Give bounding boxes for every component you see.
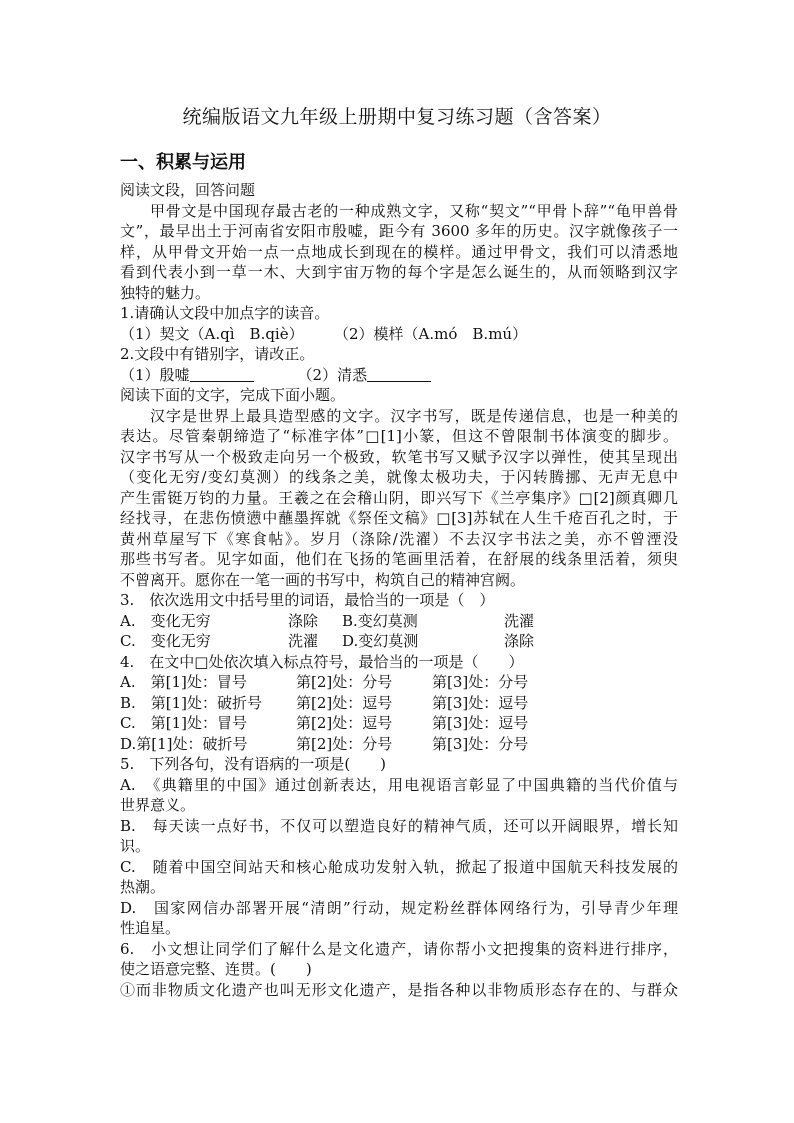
question-3-stem: 3. 依次选用文中括号里的词语，最恰当的一项是（ ） bbox=[120, 591, 495, 609]
option-a: A. 第[1]处：冒号 bbox=[120, 673, 247, 691]
option-d-word: 涤除 bbox=[504, 632, 535, 650]
question-5-line: A. 《典籍里的中国》通过创新表达，用电视语言彰显了中国典籍的当代价值与 bbox=[120, 775, 678, 794]
passage-line: 汉字是世界上最具造型感的文字。汉字书写，既是传递信息，也是一种美的 bbox=[150, 406, 678, 425]
intro-text: 阅读下面的文字，完成下面小题。 bbox=[120, 386, 346, 404]
option-d: D.变幻莫测 bbox=[342, 632, 419, 650]
passage-line: 看到代表小到一草一木、大到宇宙万物的每个字是怎么诞生的，从而领略到汉字 bbox=[120, 263, 678, 281]
question-6-line: 使之语意完整、连贯。( ) bbox=[120, 960, 312, 978]
question-5-line: C. 随着中国空间站天和核心舱成功发射入轨，掀起了报道中国航天科技发展的 bbox=[120, 857, 678, 876]
question-5-line: 世界意义。 bbox=[120, 796, 196, 814]
passage-line: 不曾离开。愿你在一笔一画的书写中，构筑自己的精神宫阙。 bbox=[120, 570, 526, 589]
passage-line: 独特的魅力。 bbox=[120, 283, 211, 302]
passage-line: 那些书写者。见字如面，他们在飞扬的笔画里活着，在舒展的线条里活着，须臾 bbox=[120, 550, 678, 568]
option-c-2: 第[2]处：逗号 bbox=[296, 714, 393, 732]
passage-line: 甲骨文是中国现存最古老的一种成熟文字，又称“契文”“甲骨卜辞”“龟甲兽骨 bbox=[150, 201, 678, 220]
question-3-option-row bbox=[120, 631, 678, 652]
option-b-3: 第[3]处：逗号 bbox=[432, 693, 529, 712]
section-heading: 一、积累与运用 bbox=[120, 152, 246, 173]
passage-line: 样，从甲骨文开始一点一点地成长到现在的模样。通过甲骨文，我们可以清悉地 bbox=[120, 242, 678, 261]
question-1-option-a: （1）契文（A.qì B.qiè） bbox=[120, 324, 304, 343]
option-d-2: 第[2]处：分号 bbox=[296, 734, 393, 753]
passage-line: 表达。尽管秦朝缔造了“标准字体”□[1]小篆，但这不曾限制书体演变的脚步。 bbox=[120, 427, 678, 445]
option-b: B.变幻莫测 bbox=[342, 611, 418, 630]
question-5-line: 性追星。 bbox=[120, 919, 181, 937]
option-d-3: 第[3]处：分号 bbox=[432, 734, 529, 753]
option-b-2: 第[2]处：逗号 bbox=[296, 693, 393, 712]
question-2-stem: 2.文段中有错别字，请改正。 bbox=[120, 345, 315, 363]
document-title: 统编版语文九年级上册期中复习练习题（含答案） bbox=[182, 106, 612, 128]
question-2-item-a: （1）殷嘘 bbox=[120, 365, 190, 384]
passage-line: 黄州草屋写下《寒食帖》。岁月（涤除/洗濯）不去汉字书法之美，亦不曾湮没 bbox=[120, 529, 678, 548]
question-6-line: ①而非物质文化遗产也叫无形文化遗产，是指各种以非物质形态存在的、与群众 bbox=[120, 980, 678, 999]
question-1-stem: 1.请确认文段中加点字的读音。 bbox=[120, 304, 330, 322]
option-a-3: 第[3]处：分号 bbox=[432, 673, 529, 691]
option-a-2: 第[2]处：分号 bbox=[296, 673, 393, 691]
question-4-option-row bbox=[120, 672, 678, 693]
passage-line: 汉字书写从一个极致走向另一个极致，软笔书写又赋予汉字以弹性，使其呈现出 bbox=[120, 447, 678, 466]
question-2-fields bbox=[120, 365, 678, 386]
question-4-option-row bbox=[120, 713, 678, 734]
passage-line: （变化无穷/变幻莫测）的线条之美，就像太极功夫，于闪转腾挪、无声无息中 bbox=[120, 468, 678, 486]
passage-line: 经找寻，在悲伤愤懑中蘸墨挥就《祭侄文稿》□[3]苏轼在人生千疮百孔之时，于 bbox=[120, 509, 678, 527]
option-b-word: 洗濯 bbox=[504, 611, 535, 630]
option-a: A. 变化无穷 bbox=[120, 611, 211, 630]
option-b: B. 第[1]处：破折号 bbox=[120, 693, 263, 712]
question-3-option-row bbox=[120, 611, 678, 632]
question-4-option-row bbox=[120, 693, 678, 714]
option-d: D.第[1]处：破折号 bbox=[120, 734, 248, 753]
question-2-item-b: （2）清悉 bbox=[297, 365, 368, 384]
question-5-line: B. 每天读一点好书，不仅可以塑造良好的精神气质，还可以开阔眼界，增长知 bbox=[120, 816, 678, 835]
question-1-option-b: （2）模样（A.mó B.mú） bbox=[334, 324, 528, 343]
question-4-stem: 4. 在文中□处依次填入标点符号，最恰当的一项是（ ） bbox=[120, 652, 524, 671]
passage-line: 产生雷铤万钧的力量。王羲之在会稽山阴，即兴写下《兰亭集序》□[2]颜真卿几 bbox=[120, 488, 678, 507]
passage-line: 文”，最早出土于河南省安阳市殷嘘，距今有 3600 多年的历史。汉字就像孩子一 bbox=[120, 222, 678, 240]
option-c: C. 变化无穷 bbox=[120, 632, 211, 650]
option-c-word: 洗濯 bbox=[288, 632, 319, 650]
question-1-options bbox=[120, 324, 678, 345]
answer-blank-b[interactable] bbox=[367, 366, 431, 382]
question-5-stem: 5. 下列各句，没有语病的一项是( ) bbox=[120, 755, 387, 773]
option-c-3: 第[3]处：逗号 bbox=[432, 714, 529, 732]
question-6-line: 6. 小文想让同学们了解什么是文化遗产，请你帮小文把搜集的资料进行排序， bbox=[120, 939, 678, 958]
intro-text: 阅读文段，回答问题 bbox=[120, 181, 256, 199]
document-body bbox=[120, 180, 678, 1000]
answer-blank-a[interactable] bbox=[190, 366, 254, 382]
question-5-line: 识。 bbox=[120, 837, 151, 855]
option-c: C. 第[1]处：冒号 bbox=[120, 714, 247, 732]
option-a-word: 涤除 bbox=[288, 611, 319, 630]
question-5-line: D. 国家网信办部署开展“清朗”行动，规定粉丝群体网络行为，引导青少年理 bbox=[120, 898, 678, 917]
question-4-option-row bbox=[120, 734, 678, 755]
question-5-line: 热潮。 bbox=[120, 878, 166, 896]
